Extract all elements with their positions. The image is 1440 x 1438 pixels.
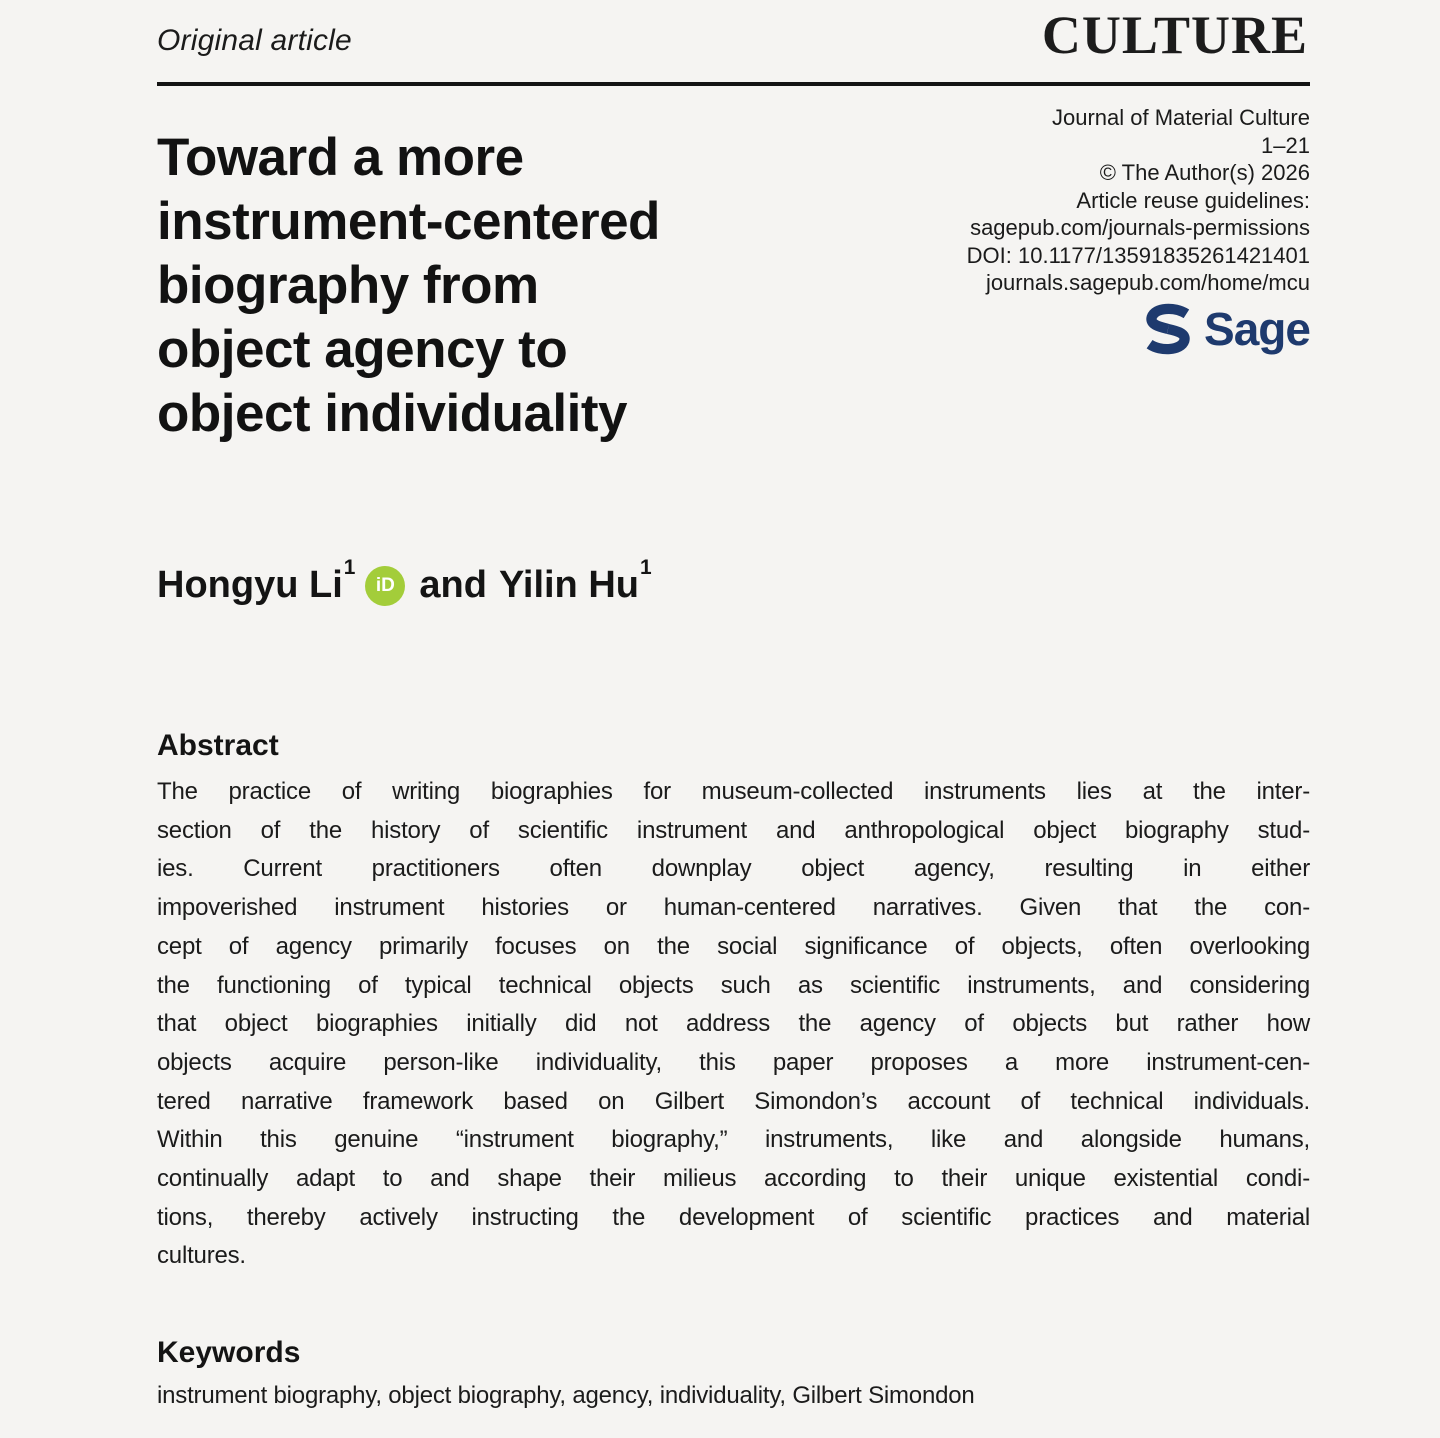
author-name: Hongyu Li$^1$ — [157, 555, 356, 606]
permissions-link[interactable]: sagepub.com/journals-permissions — [970, 215, 1310, 240]
title-line: object agency to — [157, 320, 568, 379]
title-line: object individuality — [157, 384, 628, 443]
sage-wordmark: Sage — [1204, 303, 1310, 355]
header-rule — [157, 82, 1310, 86]
page-range: 1–21 — [1261, 132, 1310, 158]
abstract-line: continually adapt to and shape their milieus according to their unique existential condi- — [157, 1165, 1310, 1193]
reuse-guidelines-label: Article reuse guidelines: — [1076, 187, 1310, 213]
abstract-line: the functioning of typical technical objects such as scientific instruments, and considering — [157, 971, 1310, 999]
orcid-icon[interactable]: iD — [365, 566, 405, 606]
abstract-line: objects acquire person-like individuality, this paper proposes a more instrument-cen- — [157, 1048, 1310, 1076]
journal-homepage-link[interactable]: journals.sagepub.com/home/mcu — [985, 270, 1310, 295]
abstract-line: tered narrative framework based on Gilbert Simondon’s account of technical individuals. — [157, 1087, 1310, 1115]
doi: DOI: 10.1177/13591835261421401 — [966, 242, 1310, 268]
abstract-line: that object biographies initially did not address the agency of objects but rather how — [157, 1010, 1310, 1038]
affiliation-mark: 1 — [640, 555, 652, 579]
abstract-heading: Abstract — [157, 729, 279, 762]
abstract-line: cept of agency primarily focuses on the social significance of objects, often overlooking — [157, 932, 1310, 960]
sage-s-icon — [1142, 303, 1194, 355]
abstract-line: Within this genuine “instrument biography,” instruments, like and alongside humans, — [157, 1126, 1310, 1154]
keywords-text: instrument biography, object biography, agency, individuality, Gilbert Simondon — [157, 1382, 975, 1409]
author-separator: and — [419, 564, 487, 606]
abstract-line: ies. Current practitioners often downplay object agency, resulting in either — [157, 855, 1310, 883]
abstract-text — [157, 773, 1310, 1276]
abstract-line: cultures. — [157, 1242, 246, 1270]
title-line: instrument-centered — [157, 192, 660, 251]
copyright-notice: © The Author(s) 2026 — [1099, 160, 1310, 185]
author-byline — [157, 555, 652, 607]
title-line: biography from — [157, 256, 539, 315]
affiliation-mark: 1 — [343, 555, 356, 579]
keywords-heading: Keywords — [157, 1336, 301, 1369]
journal-name: Journal of Material Culture — [1051, 105, 1310, 130]
article-title — [157, 126, 857, 446]
abstract-line: tions, thereby actively instructing the development of scientific practices and material — [157, 1203, 1310, 1231]
author-name: Yilin Hu$^1$ — [498, 555, 652, 606]
sage-logo — [1142, 302, 1310, 356]
article-type-label: Original article — [157, 24, 352, 57]
abstract-line: The practice of writing biographies for museum-collected instruments lies at the inter- — [157, 778, 1310, 805]
abstract-line: section of the history of scientific instrument and anthropological object biography stud- — [157, 816, 1310, 844]
journal-masthead: CULTURE — [1041, 5, 1308, 65]
title-line: Toward a more — [157, 128, 524, 187]
abstract-line: impoverished instrument histories or human-centered narratives. Given that the con- — [157, 894, 1310, 922]
journal-meta-block — [967, 104, 1310, 297]
